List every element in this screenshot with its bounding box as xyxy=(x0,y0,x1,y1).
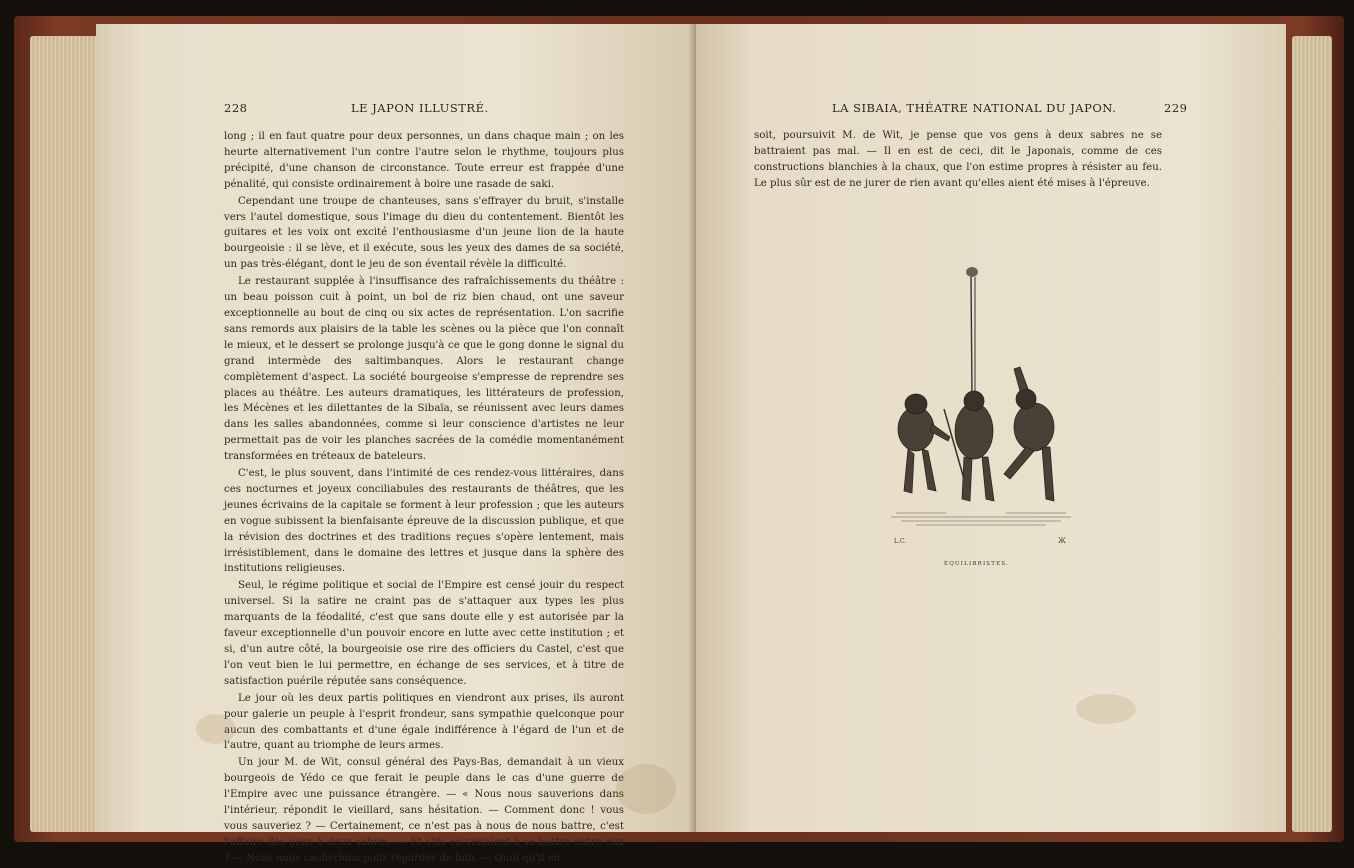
equilibrists-engraving xyxy=(886,259,1076,544)
right-running-title: LA SIBAIA, THÉATRE NATIONAL DU JAPON. xyxy=(832,101,1117,115)
paragraph: long ; il en faut quatre pour deux personnes, un dans chaque main ; on les heurte alternativement l'un contre l'autre selon le rhythme, toujours plus précipité, d'une chanson de circonstance. Toute erreur est frappée d'une pénalité, qui consiste ordinairement à boire une rasade de saki. xyxy=(224,131,624,190)
right-body-text xyxy=(754,128,1162,193)
left-page xyxy=(96,24,696,864)
paragraph: Seul, le régime politique et social de l'Empire est censé jouir du respect universel. Si la satire ne craint pas de s'attaquer aux types les plus marquants de la féodalité, c'est que sans doute elle y est autorisée par la faveur exceptionnelle d'un pouvoir encore en lutte avec cette institution ; et si, d'un autre côté, la bourgeoisie ose rire des officiers du Castel, c'est que l'on veut bien le lui permettre, en échange de ses services, et à titre de satisfaction puérile réputée sans conséquence. xyxy=(224,580,624,687)
left-page-number: 228 xyxy=(224,101,248,115)
paragraph: Cependant une troupe de chanteuses, sans s'effrayer du bruit, s'installe vers l'autel domestique, sous l'image du dieu du contentement. Bientôt les guitares et les voix ont excité l'enthousiasme d'un jeune lion de la haute bourgeoisie : il se lève, et il exécute, sous les yeux des dames de sa société, un pas très-élégant, dont le jeu de son éventail révèle la difficulté. xyxy=(224,195,624,271)
ground-hatching xyxy=(891,513,1071,525)
paragraph: C'est, le plus souvent, dans l'intimité de ces rendez-vous littéraires, dans ces nocturnes et joyeux conciliabules des restaurants de théâtres, que les jeunes écrivains de la capitale se forment à leur profession ; que les auteurs en vogue subissent la bienfaisante épreuve de la discussion publique, et que la révision des doctrines et des traditions reçues s'opère lentement, mais irrésistiblement, dans le domaine des lettres et jusque dans la sphère des institutions religieuses. xyxy=(224,468,624,575)
paragraph: soit, poursuivit M. de Wit, je pense que vos gens à deux sabres ne se battraient pas mal. — Il en est de ceci, dit le Japonais, comme de ces constructions blanchies à la chaux, que l'on estime propres à résister au feu. Le plus sûr est de ne jurer de rien avant qu'elles aient été mises à l'épreuve. xyxy=(754,130,1162,189)
paper-stain xyxy=(616,764,676,814)
middle-acrobat xyxy=(955,391,994,501)
engraver-mark-left: L.C. xyxy=(894,538,907,544)
left-acrobat xyxy=(898,394,950,493)
left-body-text xyxy=(224,129,624,868)
paragraph: Un jour M. de Wit, consul général des Pays-Bas, demandait à un vieux bourgeois de Yédo ce que ferait le peuple dans le cas d'une guerre de l'Empire avec une puissance étrangère. — « Nous nous sauverions dans l'intérieur, répondit le vieillard, sans hésitation. — Comment donc ! vous vous sauveriez ? — Certainement, ce n'est pas à nous de nous battre, c'est l'affaire des gens à deux sabres. — Et s'ils en venaient à se battre entre eux ? — Nous nous cacherions pour regarder de loin. — Quoi qu'il en xyxy=(224,757,624,864)
right-page-number: 229 xyxy=(1164,101,1188,115)
figure-caption: ÉQUILIBRISTES. xyxy=(944,561,1010,567)
paragraph: Le restaurant supplée à l'insuffisance des rafraîchissements du théâtre : un beau poisson cuit à point, un bol de riz bien chaud, ont une saveur exceptionnelle au bout de cinq ou six actes de représentation. L'on sacrifie sans remords aux plaisirs de la table les scènes ou la pièce que l'on connaît le mieux, et le dessert se prolonge jusqu'à ce que le gong donne le signal du grand intermède des saltimbanques. Alors le restaurant change complètement d'aspect. La société bourgeoise s'empresse de reprendre ses places au théâtre. Les auteurs dramatiques, les littérateurs de profession, les Mécènes et les dilettantes de la Sibaïa, se réunissent avec leurs dames dans les salles abandonnées, comme si leur conscience d'artistes ne leur permettait pas de voir les planches sacrées de la comédie momentanément transformées en tréteaux de bateleurs. xyxy=(224,276,624,463)
paper-stain xyxy=(1076,694,1136,724)
right-page xyxy=(696,24,1286,832)
engraver-mark-right: Ж xyxy=(1058,537,1066,544)
left-running-title: LE JAPON ILLUSTRÉ. xyxy=(351,101,489,115)
paragraph: Le jour où les deux partis politiques en viendront aux prises, ils auront pour galerie un peuple à l'esprit frondeur, sans sympathie quelconque pour aucun des combattants et d'une égale indifférence à l'égard de l'un et de l'autre, quant au triomphe de leurs armes. xyxy=(224,692,624,752)
open-book xyxy=(14,16,1344,864)
right-acrobat xyxy=(1004,367,1054,501)
page-edges-right xyxy=(1292,36,1332,832)
paper-stain xyxy=(196,714,236,744)
pole-figure xyxy=(966,267,978,399)
